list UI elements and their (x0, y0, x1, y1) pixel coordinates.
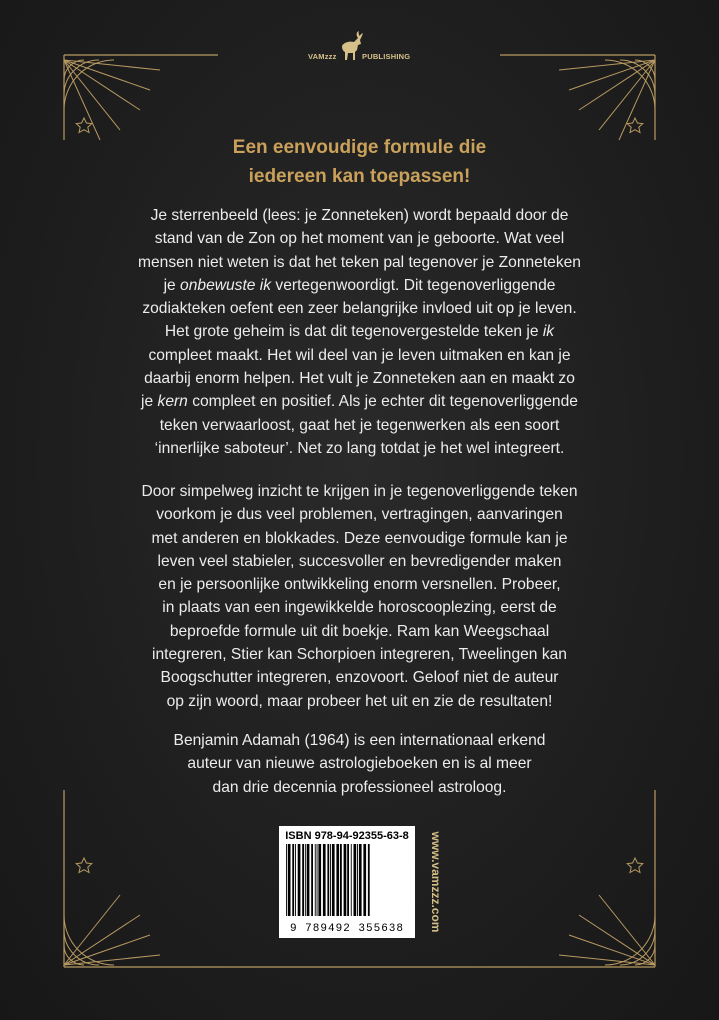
barcode-bar (332, 844, 335, 916)
text-line: zodiakteken oefent een zeer belangrijke invloed uit op je leven. (142, 300, 577, 318)
barcode-bar (327, 844, 329, 916)
barcode-bar (354, 844, 357, 916)
text-line (0, 390, 719, 413)
barcode-bar (288, 844, 291, 916)
text-line: dan drie decennia professioneel astroloog. (212, 778, 507, 796)
sunburst-arc-icon (559, 60, 655, 140)
barcode-bar (318, 844, 321, 916)
barcode-bar (302, 844, 304, 916)
sunburst-arc-icon (64, 895, 160, 965)
text-span: vertegenwoordigt. Dit tegenoverliggende (271, 276, 556, 294)
barcode-bar (330, 844, 331, 916)
barcode-bar (344, 844, 347, 916)
text-line: auteur van nieuwe astrologieboeken en is al meer (187, 755, 532, 773)
text-line: mensen niet weten is dat het teken pal tegenover je Zonneteken (138, 253, 581, 271)
text-line: met anderen en blokkades. Deze eenvoudige formule kan je (151, 529, 568, 547)
barcode-bar (323, 844, 326, 916)
text-line: beproefde formule uit dit boekje. Ram kan Weegschaal (169, 622, 550, 640)
text-line: integreren, Stier kan Schorpioen integreren, Tweelingen kan (152, 646, 567, 664)
barcode-bar (359, 844, 362, 916)
star-outline-icon (627, 118, 643, 133)
star-outline-icon (627, 858, 643, 872)
text-span: je (141, 393, 158, 411)
barcode-bar (307, 844, 310, 916)
sunburst-arc-icon (64, 60, 160, 140)
text-line: leven veel stabieler, succesvoller en bevredigender maken (157, 552, 562, 570)
star-outline-icon (76, 858, 92, 872)
text-span: compleet en positief. Als je echter dit tegenoverliggende (187, 393, 578, 411)
italic-text: kern (157, 393, 188, 411)
barcode-bar (317, 844, 318, 916)
text-line: Door simpelweg inzicht te krijgen in je tegenoverliggende teken (141, 483, 578, 500)
text-line: voorkom je dus veel problemen, vertragingen, aanvaringen (156, 506, 563, 524)
text-line: ‘innerlijke saboteur’. Net zo lang totdat je het wel integreert. (154, 439, 565, 457)
publisher-name-right: PUBLISHING (362, 52, 411, 61)
text-span: je (163, 276, 181, 294)
barcode-bar (336, 844, 339, 916)
italic-text: onbewuste ik (180, 276, 272, 294)
barcode-bars (284, 844, 410, 920)
barcode-bar (351, 844, 352, 916)
publisher-logo (300, 30, 420, 70)
barcode-bar (357, 844, 358, 916)
text-line (0, 274, 719, 297)
sunburst-arc-icon (559, 895, 655, 965)
barcode-bar (368, 844, 370, 916)
barcode-bar (347, 844, 349, 916)
author-bio (0, 729, 719, 799)
text-line: en je persoonlijke ontwikkeling enorm versnellen. Probeer, (158, 576, 561, 594)
text-line: Je sterrenbeeld (lees: je Zonneteken) wordt bepaald door de (150, 207, 569, 224)
blurb-paragraph-1 (0, 204, 719, 460)
text-line: stand van de Zon op het moment van je geboorte. Wat veel (154, 230, 565, 248)
barcode-bar (292, 844, 294, 916)
barcode-bar (305, 844, 306, 916)
headline-line: iedereen kan toepassen! (248, 166, 471, 187)
text-line: Benjamin Adamah (1964) is een internationaal erkend (173, 732, 546, 749)
barcode-bar (363, 844, 366, 916)
star-outline-icon (76, 118, 92, 133)
text-span: Het grote geheim is dat dit tegenovergestelde teken je (164, 323, 543, 341)
text-line: op zijn woord, maar probeer het uit en zie de resultaten! (166, 692, 553, 710)
barcode-digits: 9 789492 355638 (289, 923, 405, 935)
text-line: in plaats van een ingewikkelde horoscooplezing, eerst de (162, 599, 557, 617)
isbn-barcode (279, 826, 415, 938)
barcode-bar (340, 844, 342, 916)
text-line: teken verwaarloost, gaat het je tegenwerken als een soort (159, 416, 560, 434)
text-line: compleet maakt. Het wil deel van je leven uitmaken en kan je (148, 346, 571, 364)
barcode-bar (298, 844, 301, 916)
headline-line: Een eenvoudige formule die (232, 137, 487, 158)
text-line: Boogschutter integreren, enzovoort. Geloof niet de auteur (160, 669, 559, 687)
isbn-label: ISBN 978-94-92355-63-8 (285, 830, 409, 842)
text-line (0, 320, 719, 343)
headline (0, 133, 719, 191)
website-url: www.vamzzz.com (429, 831, 443, 933)
blurb-paragraph-2 (0, 480, 719, 713)
barcode-bar (286, 844, 287, 916)
text-line: daarbij enorm helpen. Het vult je Zonneteken aan en maakt zo (144, 370, 575, 388)
barcode-bar (315, 844, 316, 916)
italic-text: ik (542, 323, 555, 341)
publisher-name-left: VAMzzz (308, 52, 337, 61)
barcode-bar (295, 844, 296, 916)
barcode-bar (311, 844, 313, 916)
